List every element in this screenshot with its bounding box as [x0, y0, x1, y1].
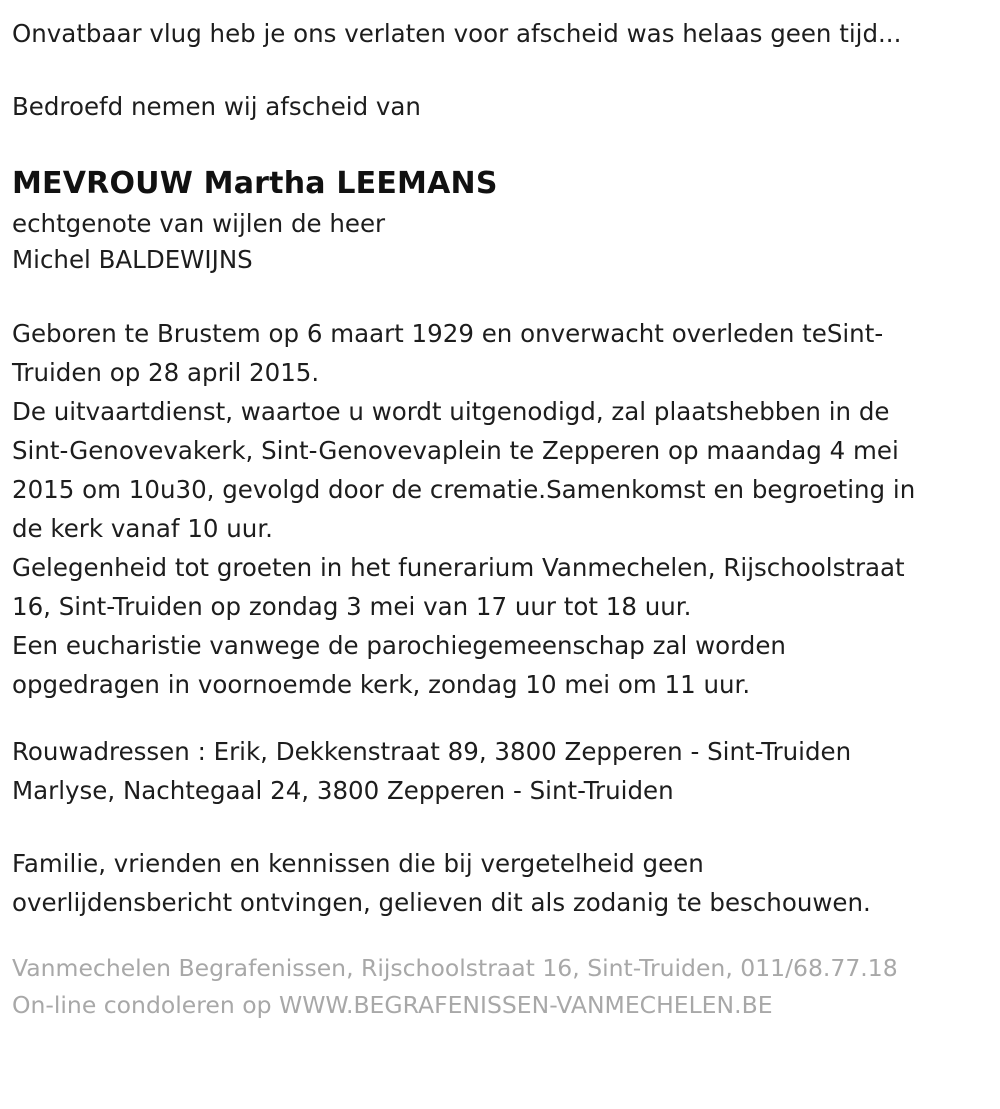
footer-line: On-line condoleren op WWW.BEGRAFENISSEN-VANMECHELEN.BE — [12, 991, 773, 1019]
opening-line: Onvatbaar vlug heb je ons verlaten voor afscheid was helaas geen tijd... — [12, 19, 902, 48]
spacer — [12, 126, 980, 160]
relation-line-1: echtgenote van wijlen de heer — [12, 209, 386, 238]
deceased-name: MEVROUW Martha LEEMANS — [12, 166, 498, 201]
spacer — [12, 278, 980, 314]
mourning-address-line: Rouwadressen : Erik, Dekkenstraat 89, 3800 Zepperen - Sint-Truiden — [12, 737, 852, 766]
body-line: 2015 om 10u30, gevolgd door de crematie.Samenkomst en begroeting in — [12, 475, 916, 504]
funeral-home-footer — [12, 950, 980, 1024]
body-line: Geboren te Brustem op 6 maart 1929 en onverwacht overleden teSint- — [12, 319, 884, 348]
service-details — [12, 314, 980, 704]
body-line: Een eucharistie vanwege de parochiegemeenschap zal worden — [12, 631, 786, 660]
relation-line-2: Michel BALDEWIJNS — [12, 245, 253, 274]
notice-line: Familie, vrienden en kennissen die bij vergetelheid geen — [12, 849, 704, 878]
spacer — [12, 922, 980, 950]
spacer — [12, 53, 980, 87]
notice-line: overlijdensbericht ontvingen, gelieven dit als zodanig te beschouwen. — [12, 888, 871, 917]
body-line: Gelegenheid tot groeten in het funerarium Vanmechelen, Rijschoolstraat — [12, 553, 905, 582]
body-line: de kerk vanaf 10 uur. — [12, 514, 273, 543]
spacer — [12, 810, 980, 844]
spacer — [12, 704, 980, 732]
footer-line: Vanmechelen Begrafenissen, Rijschoolstraat 16, Sint-Truiden, 011/68.77.18 — [12, 954, 898, 982]
body-line: 16, Sint-Truiden op zondag 3 mei van 17 uur tot 18 uur. — [12, 592, 692, 621]
mourning-addresses — [12, 732, 980, 810]
body-line: Sint-Genovevakerk, Sint-Genovevaplein te Zepperen op maandag 4 mei — [12, 436, 899, 465]
general-notice — [12, 844, 980, 922]
body-line: opgedragen in voornoemde kerk, zondag 10 mei om 11 uur. — [12, 670, 751, 699]
announcement-line: Bedroefd nemen wij afscheid van — [12, 92, 421, 121]
body-line: Truiden op 28 april 2015. — [12, 358, 320, 387]
body-line: De uitvaartdienst, waartoe u wordt uitgenodigd, zal plaatshebben in de — [12, 397, 890, 426]
mourning-address-line: Marlyse, Nachtegaal 24, 3800 Zepperen - Sint-Truiden — [12, 776, 674, 805]
